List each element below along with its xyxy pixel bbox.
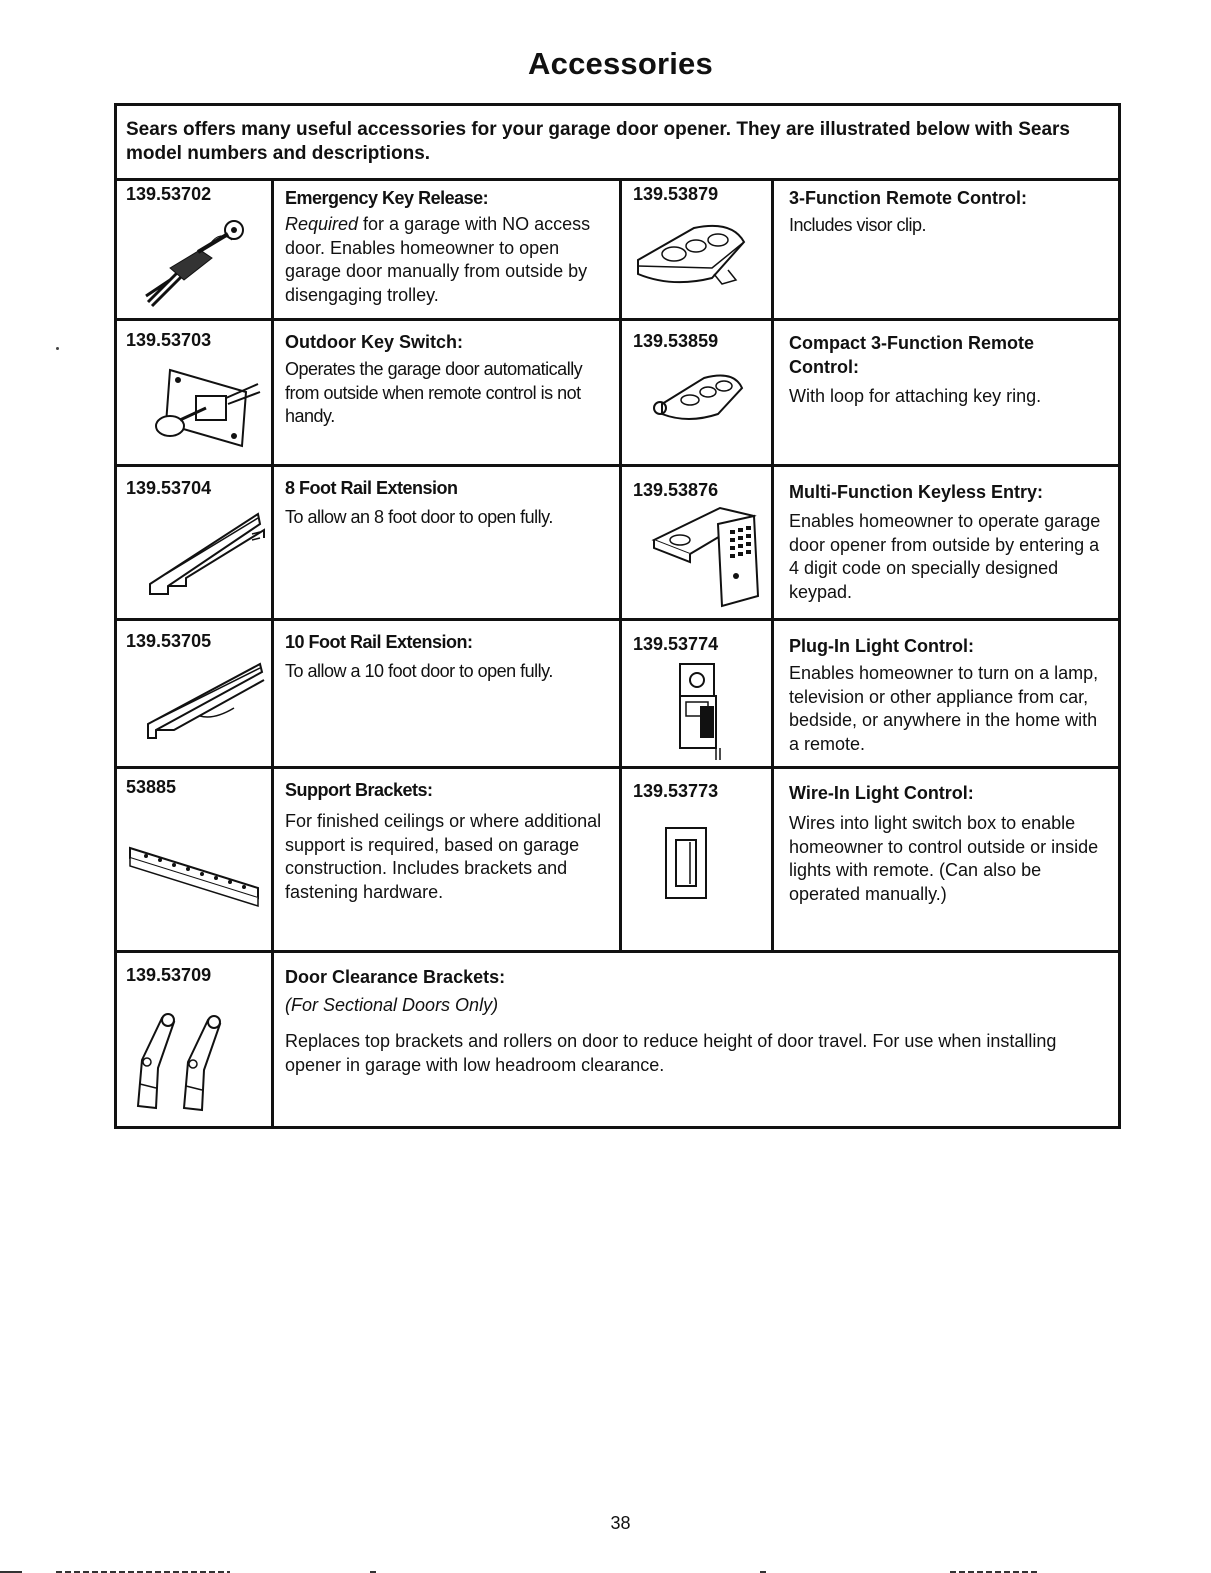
wall-switch-icon	[664, 826, 710, 902]
support-bracket-icon	[126, 836, 266, 916]
intro-text: Sears offers many useful accessories for your garage door opener. They are illustrated below with Sears model numbers and descriptions.	[126, 119, 1070, 164]
item-description: With loop for attaching key ring.	[789, 386, 1042, 406]
item-heading: Door Clearance Brackets:	[285, 967, 506, 987]
clearance-brackets-icon	[132, 1010, 242, 1120]
model-number: 139.53705	[126, 631, 212, 651]
model-number: 139.53879	[633, 184, 719, 204]
item-heading: 8 Foot Rail Extension	[285, 478, 458, 498]
item-heading: Outdoor Key Switch:	[285, 332, 464, 352]
model-number: 53885	[126, 777, 177, 797]
item-description-note	[285, 994, 498, 1018]
column-divider	[619, 178, 622, 953]
item-description: For finished ceilings or where additional support is required, based on garage construction. Includes brackets and fastening hardware.	[285, 811, 602, 902]
model-number: 139.53709	[126, 965, 212, 985]
accessories-table	[114, 103, 1121, 1129]
compact-remote-icon	[652, 368, 747, 428]
item-heading: 3-Function Remote Control:	[789, 188, 1027, 208]
keypad-icon	[650, 504, 766, 608]
scan-edge-artifact	[0, 1561, 1211, 1565]
row-divider	[114, 178, 1121, 181]
item-description-emphasis: Required	[285, 214, 359, 234]
item-heading: Plug-In Light Control:	[789, 636, 974, 656]
column-divider	[271, 178, 274, 1129]
remote-control-icon	[632, 222, 757, 292]
item-heading: Support Brackets:	[285, 780, 433, 800]
item-heading: Multi-Function Keyless Entry:	[789, 482, 1044, 502]
item-description: Includes visor clip.	[789, 215, 927, 235]
item-heading: Emergency Key Release:	[285, 188, 489, 208]
rail-extension-long-icon	[144, 660, 268, 740]
item-description	[285, 213, 610, 307]
row-divider	[114, 618, 1121, 621]
row-divider	[114, 766, 1121, 769]
row-divider	[114, 464, 1121, 467]
item-heading: Compact 3-Function Remote Control:	[789, 333, 1035, 377]
item-note-text: (For Sectional Doors Only)	[285, 995, 499, 1015]
model-number: 139.53876	[633, 480, 719, 500]
model-number: 139.53773	[633, 781, 719, 801]
page-number: 38	[610, 1513, 631, 1533]
item-heading: 10 Foot Rail Extension:	[285, 632, 473, 652]
item-description-text: for a garage with NO access door. Enables homeowner to open garage door manually from outside by disengaging trolley.	[285, 214, 591, 305]
model-number: 139.53703	[126, 330, 212, 350]
row-divider	[114, 950, 1121, 953]
key-release-icon	[140, 210, 260, 310]
item-description: Enables homeowner to operate garage door opener from outside by entering a 4 digit code on specially designed keypad.	[789, 511, 1101, 602]
item-description: Enables homeowner to turn on a lamp, television or other appliance from car, bedside, or anywhere in the home with a remote.	[789, 663, 1099, 754]
model-number: 139.53859	[633, 331, 719, 351]
model-number: 139.53704	[126, 478, 212, 498]
item-description: Wires into light switch box to enable homeowner to control outside or inside lights with remote. (Can also be operated manually.)	[789, 813, 1099, 904]
row-divider	[114, 318, 1121, 321]
model-number: 139.53774	[633, 634, 719, 654]
column-divider	[771, 178, 774, 953]
item-description: To allow an 8 foot door to open fully.	[285, 507, 553, 527]
rail-extension-icon	[146, 508, 266, 598]
key-switch-icon	[150, 362, 270, 452]
scan-speck	[56, 347, 59, 350]
item-description: Operates the garage door automatically from outside when remote control is not handy.	[285, 359, 583, 426]
item-description: Replaces top brackets and rollers on door to reduce height of door travel. For use when installing opener in garage with low headroom clearance.	[285, 1031, 1057, 1075]
plug-in-light-icon	[676, 662, 726, 762]
page-title: Accessories	[528, 46, 713, 81]
item-heading: Wire-In Light Control:	[789, 783, 974, 803]
item-description: To allow a 10 foot door to open fully.	[285, 661, 553, 681]
model-number: 139.53702	[126, 184, 212, 204]
